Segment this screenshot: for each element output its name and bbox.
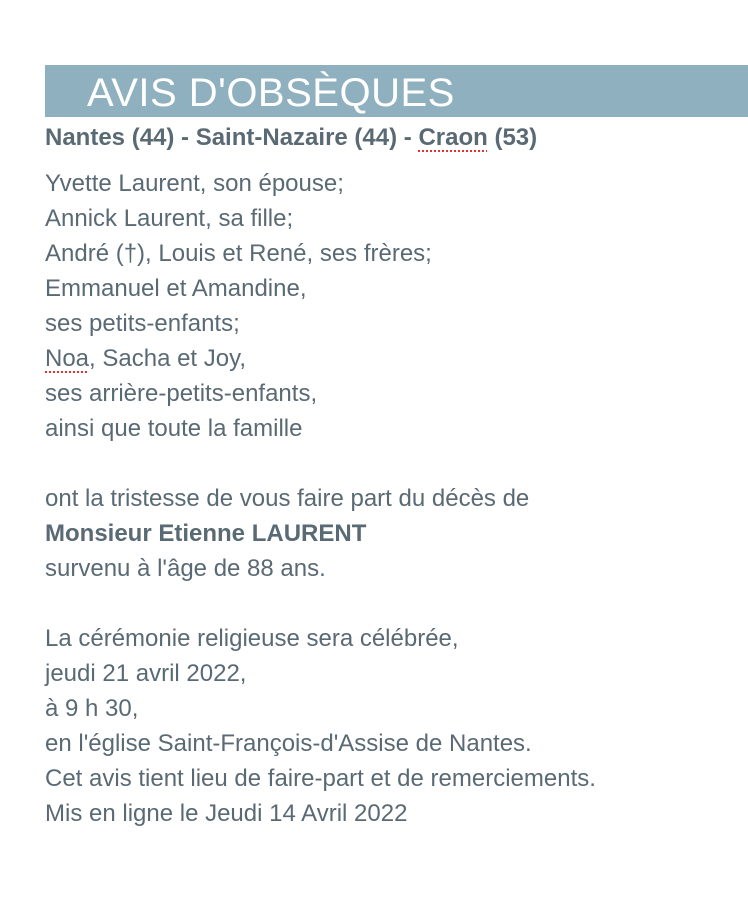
ceremony-place: en l'église Saint-François-d'Assise de Nantes. — [45, 730, 532, 757]
name-noa: Noa — [45, 345, 90, 372]
family-line-4: Emmanuel et Amandine, — [45, 275, 307, 302]
notice-note: Cet avis tient lieu de faire-part et de remerciements. — [45, 765, 596, 792]
announcement-intro: ont la tristesse de vous faire part du décès de — [45, 485, 530, 512]
obituary-body — [45, 166, 596, 831]
family-line-6 — [45, 341, 596, 376]
locations-part1: Nantes (44) - Saint-Nazaire (44) - — [45, 124, 419, 151]
family-line-3: André (†), Louis et René, ses frères; — [45, 240, 432, 267]
family-line-7: ses arrière-petits-enfants, — [45, 380, 318, 407]
family-line-5: ses petits-enfants; — [45, 310, 240, 337]
deceased-age: survenu à l'âge de 88 ans. — [45, 555, 326, 582]
spacer — [45, 586, 596, 621]
location-craon: Craon — [418, 124, 488, 151]
family-line-6-rest: , Sacha et Joy, — [89, 345, 247, 372]
locations-part3: (53) — [487, 124, 538, 151]
spacer — [45, 446, 596, 481]
page-title: AVIS D'OBSÈQUES — [87, 71, 455, 115]
posted-date: Mis en ligne le Jeudi 14 Avril 2022 — [45, 800, 408, 827]
ceremony-intro: La cérémonie religieuse sera célébrée, — [45, 625, 459, 652]
ceremony-date: jeudi 21 avril 2022, — [45, 660, 247, 687]
family-line-2: Annick Laurent, sa fille; — [45, 205, 294, 232]
family-line-1: Yvette Laurent, son épouse; — [45, 170, 344, 197]
deceased-name: Monsieur Etienne LAURENT — [45, 520, 367, 547]
family-line-8: ainsi que toute la famille — [45, 415, 303, 442]
locations-heading — [45, 122, 537, 154]
ceremony-time: à 9 h 30, — [45, 695, 139, 722]
title-banner — [45, 65, 748, 117]
